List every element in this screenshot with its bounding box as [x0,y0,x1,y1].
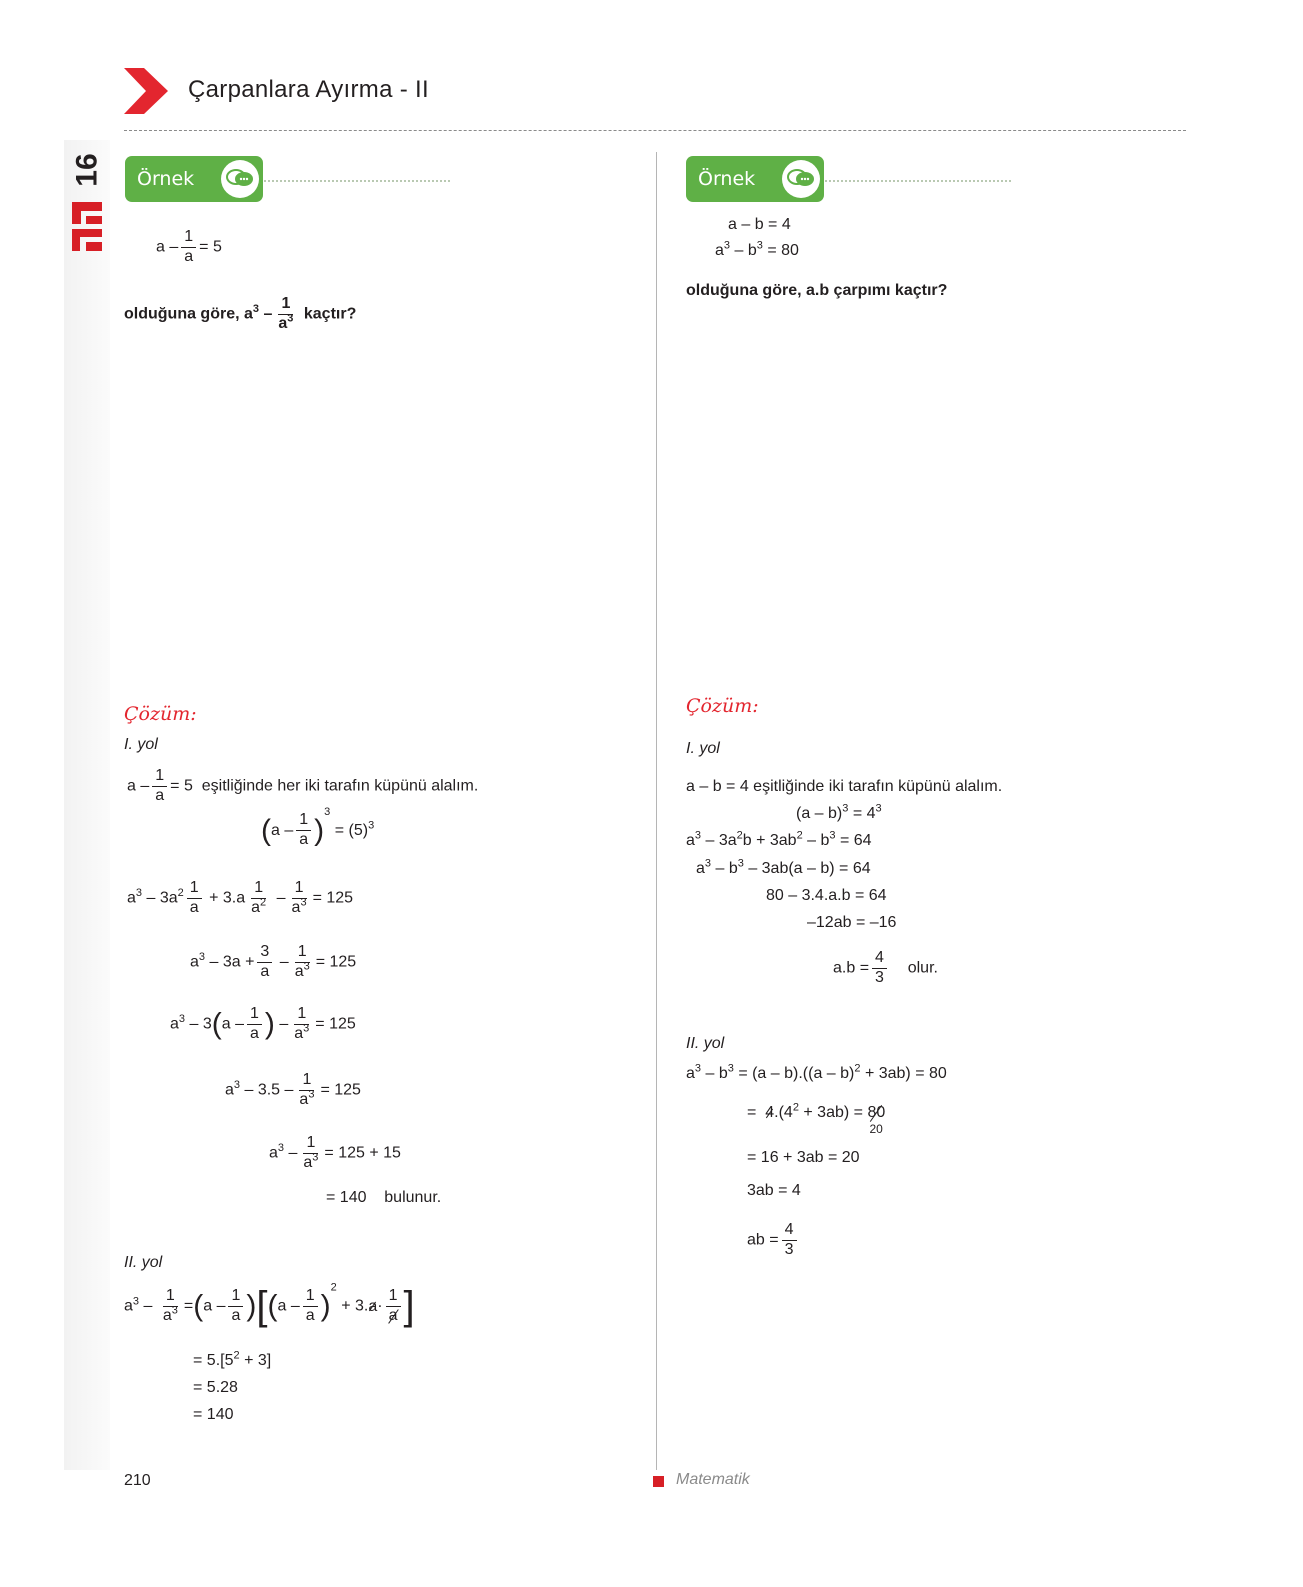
step-1: a – $\frac{1}{a}$ = 5 eşitliğinde her iki tarafın küpünü alalım. [127,767,479,804]
speech-bubble-icon [782,160,820,198]
step-10: = $5.[5^2 + 3]$ [193,1349,272,1369]
r-step-7: a.b = $\frac{4}{3}$ olur. [833,949,938,986]
right-given-1: a – b = 4 [728,216,791,233]
footer-square-icon [653,1476,664,1487]
footer-subject: Matematik [676,1471,750,1488]
right-question: olduğuna göre, a.b çarpımı kaçtır? [686,282,948,299]
r-step-8: $a^3 - b^3 = (a - b).((a - b)^2 + 3ab) = 80$ [686,1062,947,1082]
r-step-12: ab = $\frac{4}{3}$ [747,1222,800,1259]
sidebar-number [66,150,108,190]
step-7: $a^3$ – $\frac{1}{a^3}$ = 125 + 15 [269,1134,401,1171]
step-12: = 140 [193,1406,234,1423]
left-question: olduğuna göre, $a^3$ – $\frac{1}{a^3}$ kaçtır? [124,295,357,332]
speech-bubble-icon [221,160,259,198]
step-5: $a^3 - 3(a$ – $\frac{1}{a}$ ) – $\frac{1}{a^3}$ = 125 [170,1005,356,1042]
r-step-4: $a^3 - b^3 - 3ab(a - b) = 64$ [696,857,871,877]
brand-logo-icon [66,198,108,254]
solution-heading-right: Çözüm: [686,695,759,717]
step-6: $a^3 - 3.5$ – $\frac{1}{a^3}$ = 125 [225,1071,361,1108]
step-11: = 5.28 [193,1379,238,1396]
step-2: (a – $\frac{1}{a}$ )$^3 = (5)^3$ [261,806,375,849]
method-1-heading: I. yol [124,736,158,753]
step-4: $a^3 - 3a$ + $\frac{3}{a}$ – $\frac{1}{a^3}$ = 125 [190,943,357,980]
chevron-icon [124,68,168,114]
example-badge-right [686,156,824,202]
solution-heading: Çözüm: [124,703,197,725]
r-step-5: 80 – 3.4.a.b = 64 [766,887,887,904]
step-8: = 140 bulunur. [326,1189,442,1206]
r-step-11: 3ab = 4 [747,1182,801,1199]
page-title: Çarpanlara Ayırma - II [188,76,429,103]
method-2-heading: II. yol [124,1254,163,1271]
r-step-2: $(a - b)^3 = 4^3$ [796,802,882,822]
r-step-1: a – b = 4 eşitliğinde iki tarafın küpünü alalım. [686,778,1003,795]
r-step-10: = 16 + 3ab = 20 [747,1149,860,1166]
header-divider [124,130,1186,131]
example-dotted-line [825,180,1011,182]
r-step-9: = $4.(4^2 + 3ab) = 80$ 20 [747,1101,886,1136]
step-3: $a^3 - 3a^2$ $\frac{1}{a}$ + 3.a $\frac{1}{a^2}$ – $\frac{1}{a^3}$ = 125 [127,879,354,916]
column-divider [656,152,657,1470]
example-label: Örnek [698,168,756,190]
example-dotted-line [264,180,450,182]
example-badge [125,156,263,202]
step-9: $a^3$ – $\frac{1}{a^3}$ =(a – $\frac{1}{a}$ )[(a – $\frac{1}{a}$ )$^2$ + 3.a· $\frac{1}{a}$ ] [124,1281,415,1328]
example-label: Örnek [137,168,195,190]
page-number: 210 [124,1472,151,1489]
method-2-heading-right: II. yol [686,1035,725,1052]
svg-text:16: 16 [70,153,104,187]
left-given: a – $\frac{1}{a}$ = 5 [156,228,222,265]
sidebar-strip [64,140,110,1470]
right-given-2: $a^3 - b^3 = 80$ [715,239,799,259]
r-step-6: –12ab = –16 [807,914,897,931]
r-step-3: $a^3 - 3a^2b + 3ab^2 - b^3 = 64$ [686,829,872,849]
method-1-heading-right: I. yol [686,740,720,757]
